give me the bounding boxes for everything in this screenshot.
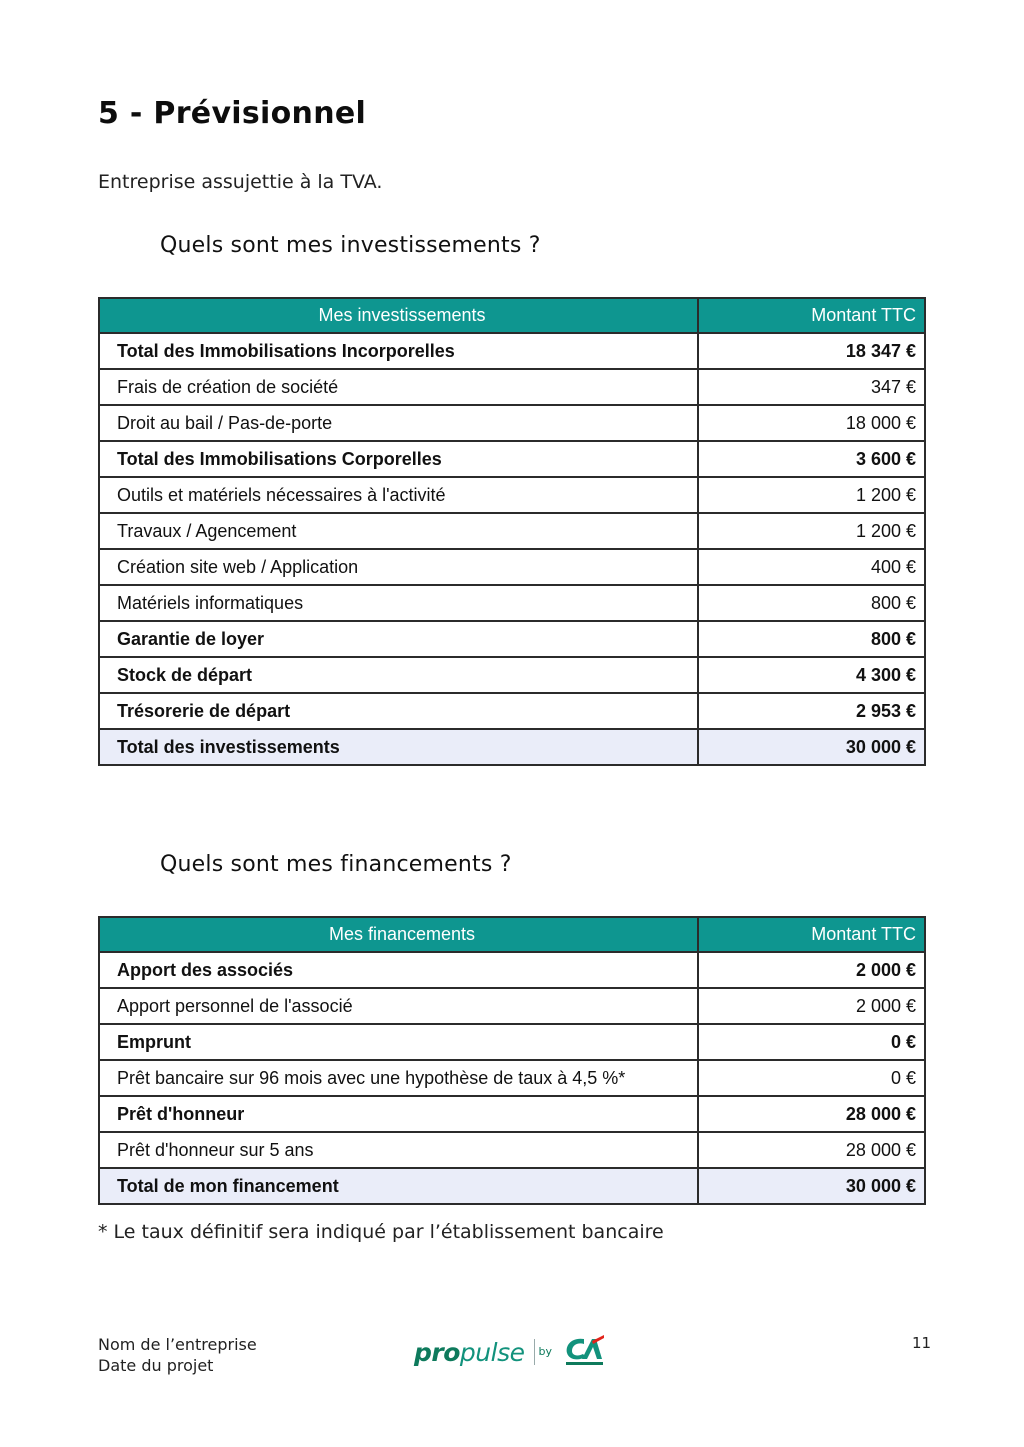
table-row	[99, 1096, 925, 1132]
row-amount: 0 €	[698, 1024, 925, 1060]
table-row	[99, 405, 925, 441]
row-label: Apport personnel de l'associé	[99, 988, 698, 1024]
total-amount: 30 000 €	[698, 729, 925, 765]
table-row	[99, 693, 925, 729]
row-label: Garantie de loyer	[99, 621, 698, 657]
table-row	[99, 441, 925, 477]
row-amount: 18 347 €	[698, 333, 925, 369]
row-amount: 3 600 €	[698, 441, 925, 477]
logo-text-pro: pro	[414, 1337, 460, 1367]
financing-section-title: Quels sont mes financements ?	[160, 852, 512, 877]
row-amount: 800 €	[698, 585, 925, 621]
logo-text-pulse: pulse	[459, 1337, 525, 1367]
footer-info	[98, 1334, 257, 1376]
row-amount: 347 €	[698, 369, 925, 405]
row-amount: 2 000 €	[698, 952, 925, 988]
investments-section-title: Quels sont mes investissements ?	[160, 233, 541, 258]
credit-agricole-logo-icon	[562, 1333, 606, 1371]
row-label: Frais de création de société	[99, 369, 698, 405]
row-label: Total des Immobilisations Incorporelles	[99, 333, 698, 369]
row-amount: 18 000 €	[698, 405, 925, 441]
row-label: Outils et matériels nécessaires à l'activité	[99, 477, 698, 513]
project-date: Date du projet	[98, 1356, 214, 1375]
total-row	[99, 729, 925, 765]
row-label: Prêt bancaire sur 96 mois avec une hypothèse de taux à 4,5 %*	[99, 1060, 698, 1096]
total-label: Total des investissements	[99, 729, 698, 765]
row-label: Prêt d'honneur sur 5 ans	[99, 1132, 698, 1168]
row-amount: 2 000 €	[698, 988, 925, 1024]
company-name: Nom de l’entreprise	[98, 1335, 257, 1354]
propulse-logo	[414, 1334, 606, 1370]
row-amount: 28 000 €	[698, 1096, 925, 1132]
table-header-row	[99, 917, 925, 952]
table-row	[99, 621, 925, 657]
table-row	[99, 513, 925, 549]
intro-text: Entreprise assujettie à la TVA.	[98, 171, 383, 193]
table-row	[99, 585, 925, 621]
row-amount: 4 300 €	[698, 657, 925, 693]
total-amount: 30 000 €	[698, 1168, 925, 1204]
financing-table	[98, 916, 926, 1205]
table-row	[99, 369, 925, 405]
logo-text-by: by	[534, 1339, 552, 1365]
table-row	[99, 549, 925, 585]
table-row	[99, 657, 925, 693]
total-label: Total de mon financement	[99, 1168, 698, 1204]
row-label: Matériels informatiques	[99, 585, 698, 621]
row-label: Trésorerie de départ	[99, 693, 698, 729]
column-header-amount: Montant TTC	[698, 298, 925, 333]
column-header-amount: Montant TTC	[698, 917, 925, 952]
table-header-row	[99, 298, 925, 333]
row-amount: 28 000 €	[698, 1132, 925, 1168]
column-header-label: Mes investissements	[99, 298, 698, 333]
table-row	[99, 1060, 925, 1096]
row-label: Création site web / Application	[99, 549, 698, 585]
investments-table	[98, 297, 926, 766]
table-row	[99, 477, 925, 513]
row-amount: 800 €	[698, 621, 925, 657]
row-amount: 1 200 €	[698, 477, 925, 513]
row-label: Prêt d'honneur	[99, 1096, 698, 1132]
footnote: * Le taux définitif sera indiqué par l’établissement bancaire	[98, 1221, 664, 1243]
table-row	[99, 1132, 925, 1168]
row-label: Stock de départ	[99, 657, 698, 693]
table-row	[99, 333, 925, 369]
column-header-label: Mes financements	[99, 917, 698, 952]
page-title: 5 - Prévisionnel	[98, 96, 367, 131]
table-row	[99, 988, 925, 1024]
row-label: Droit au bail / Pas-de-porte	[99, 405, 698, 441]
row-label: Total des Immobilisations Corporelles	[99, 441, 698, 477]
total-row	[99, 1168, 925, 1204]
page-number: 11	[912, 1334, 932, 1352]
row-amount: 400 €	[698, 549, 925, 585]
row-amount: 0 €	[698, 1060, 925, 1096]
table-row	[99, 1024, 925, 1060]
row-label: Emprunt	[99, 1024, 698, 1060]
row-amount: 1 200 €	[698, 513, 925, 549]
table-row	[99, 952, 925, 988]
row-label: Apport des associés	[99, 952, 698, 988]
row-label: Travaux / Agencement	[99, 513, 698, 549]
row-amount: 2 953 €	[698, 693, 925, 729]
